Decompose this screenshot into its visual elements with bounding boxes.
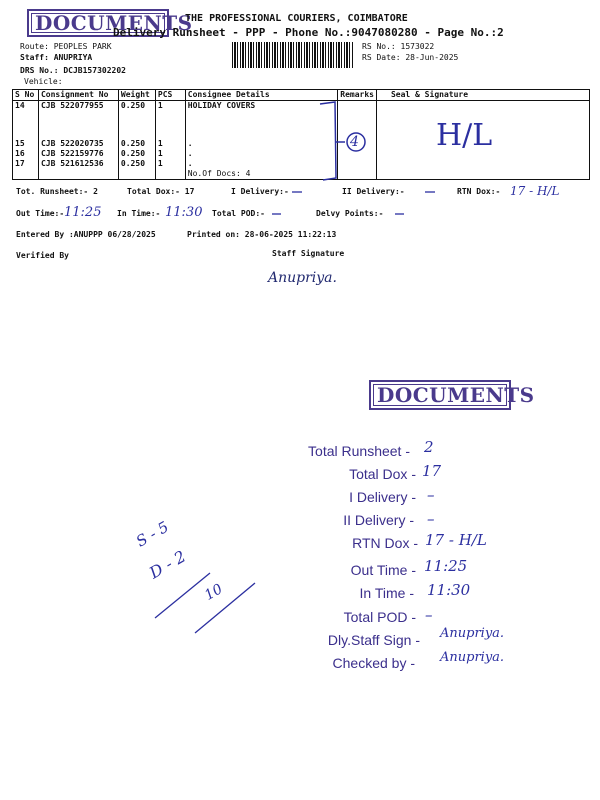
summary-label: II Delivery - bbox=[343, 512, 414, 528]
summary-label: Total POD - bbox=[343, 609, 416, 625]
dash-mark bbox=[272, 212, 284, 216]
col-header-sno: S No bbox=[13, 90, 39, 101]
row-weight: 0.250 bbox=[118, 149, 155, 159]
entered-by: Entered By :ANUPPP 06/28/2025 bbox=[16, 230, 156, 239]
summary-value: 11:30 bbox=[427, 581, 471, 599]
side-note: 10 bbox=[202, 581, 226, 604]
staff-signature-hand: Anupriya. bbox=[268, 270, 337, 286]
summary-label: Dly.Staff Sign - bbox=[327, 632, 420, 648]
summary-value: – bbox=[425, 606, 433, 624]
summary-value: 17 bbox=[422, 462, 442, 480]
table-row bbox=[13, 149, 590, 159]
row-consignment: CJB 521612536 bbox=[38, 159, 118, 169]
row-weight: 0.250 bbox=[118, 139, 155, 149]
drs-label: DRS No.: DCJB157302202 bbox=[20, 66, 126, 75]
delvy-points: Delvy Points:- bbox=[316, 209, 384, 218]
table-row bbox=[13, 101, 590, 139]
rs-number: RS No.: 1573022 bbox=[362, 42, 435, 51]
table-row-docs-count bbox=[13, 169, 590, 180]
summary-value: Anupriya. bbox=[440, 626, 505, 641]
col-header-consignment: Consignment No bbox=[38, 90, 118, 101]
summary-label: Total Dox - bbox=[349, 466, 416, 482]
row-pcs: 1 bbox=[155, 159, 185, 169]
summary-label: Total Runsheet - bbox=[308, 443, 410, 459]
remarks-bracket-drawing bbox=[315, 98, 375, 184]
summary-label: RTN Dox - bbox=[352, 535, 418, 551]
col-header-seal: Seal & Signature bbox=[376, 90, 589, 101]
summary-label: I Delivery - bbox=[349, 489, 416, 505]
total-dox: Total Dox:- 17 bbox=[127, 187, 195, 196]
staff-signature-label: Staff Signature bbox=[272, 249, 345, 258]
row-sno: 14 bbox=[13, 101, 39, 139]
summary-stamp-text: DOCUMENTS bbox=[377, 383, 535, 407]
row-pcs: 1 bbox=[155, 139, 185, 149]
table-row bbox=[13, 159, 590, 169]
table-row bbox=[13, 139, 590, 149]
barcode-image bbox=[232, 42, 354, 68]
runsheet-table bbox=[12, 89, 590, 180]
out-time-hand: 11:25 bbox=[64, 205, 102, 220]
runsheet-subtitle: Delivery Runsheet - PPP - Phone No.:9047080280 - Page No.:2 bbox=[113, 26, 504, 39]
side-note-slashes bbox=[150, 568, 260, 638]
remarks-hand-count: 4 bbox=[350, 134, 359, 150]
row-sno: 17 bbox=[13, 159, 39, 169]
col-header-weight: Weight bbox=[118, 90, 155, 101]
summary-value: – bbox=[427, 486, 435, 504]
company-title: THE PROFESSIONAL COURIERS, COIMBATORE bbox=[185, 13, 408, 24]
rtn-dox: RTN Dox:- bbox=[457, 187, 501, 196]
row-consignee: . bbox=[185, 159, 337, 169]
row-sno: 16 bbox=[13, 149, 39, 159]
dash-mark bbox=[425, 190, 437, 194]
summary-label: In Time - bbox=[359, 585, 414, 601]
row-weight: 0.250 bbox=[118, 159, 155, 169]
summary-value: Anupriya. bbox=[440, 650, 505, 665]
side-note: D - 2 bbox=[146, 546, 189, 583]
row-weight: 0.250 bbox=[118, 101, 155, 139]
out-time: Out Time:- bbox=[16, 209, 65, 218]
total-pod: Total POD:- bbox=[212, 209, 265, 218]
row-consignee: . bbox=[185, 139, 337, 149]
staff-label: Staff: ANUPRIYA bbox=[20, 53, 93, 62]
documents-stamp-text: DOCUMENTS bbox=[35, 11, 193, 35]
summary-documents-stamp bbox=[369, 380, 535, 410]
dash-mark bbox=[292, 190, 304, 194]
in-time: In Time:- bbox=[117, 209, 161, 218]
col-header-pcs: PCS bbox=[155, 90, 185, 101]
row-consignment: CJB 522020735 bbox=[38, 139, 118, 149]
i-delivery: I Delivery:- bbox=[231, 187, 289, 196]
vehicle-label: Vehicle: bbox=[24, 77, 63, 86]
tot-runsheet: Tot. Runsheet:- 2 bbox=[16, 187, 98, 196]
table-header-row bbox=[13, 90, 590, 101]
summary-value: 2 bbox=[424, 438, 434, 456]
in-time-hand: 11:30 bbox=[165, 205, 203, 220]
col-header-remarks: Remarks bbox=[338, 90, 377, 101]
verified-by: Verified By bbox=[16, 251, 69, 260]
summary-value: – bbox=[427, 510, 435, 528]
summary-label: Checked by - bbox=[332, 655, 415, 671]
rtn-dox-hand: 17 - H/L bbox=[510, 184, 560, 198]
row-seal bbox=[376, 159, 589, 169]
row-pcs: 1 bbox=[155, 101, 185, 139]
row-consignment: CJB 522077955 bbox=[38, 101, 118, 139]
printed-on: Printed on: 28-06-2025 11:22:13 bbox=[187, 230, 337, 239]
row-sno: 15 bbox=[13, 139, 39, 149]
summary-value: 11:25 bbox=[424, 557, 468, 575]
ii-delivery: II Delivery:- bbox=[342, 187, 405, 196]
route-label: Route: PEOPLES PARK bbox=[20, 42, 112, 51]
rs-date: RS Date: 28-Jun-2025 bbox=[362, 53, 459, 62]
summary-label: Out Time - bbox=[350, 562, 416, 578]
col-header-consignee: Consignee Details bbox=[185, 90, 337, 101]
row-consignment: CJB 522159776 bbox=[38, 149, 118, 159]
summary-value: 17 - H/L bbox=[425, 531, 487, 549]
row-pcs: 1 bbox=[155, 149, 185, 159]
row-consignee: . bbox=[185, 149, 337, 159]
side-note: S - 5 bbox=[133, 517, 172, 551]
docs-count: No.Of Docs: 4 bbox=[185, 169, 337, 180]
row-consignee: HOLIDAY COVERS bbox=[185, 101, 337, 139]
dash-mark bbox=[395, 212, 407, 216]
seal-hand-hl: H/L bbox=[436, 118, 493, 153]
